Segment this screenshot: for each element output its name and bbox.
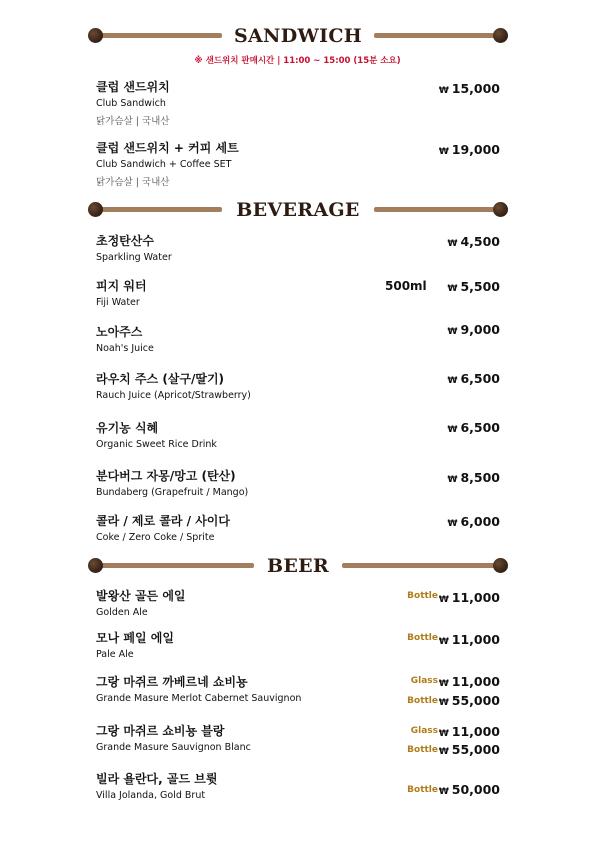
currency-symbol: ₩	[438, 698, 449, 708]
currency-symbol: ₩	[438, 729, 449, 739]
item-name-ko: 발왕산 골든 에일	[96, 589, 186, 603]
currency-symbol: ₩	[438, 86, 449, 96]
item-price: ₩ 55,000	[438, 693, 500, 708]
currency-symbol: ₩	[447, 327, 458, 337]
item-price: ₩ 11,000	[438, 632, 500, 647]
item-origin: 닭가슴살 | 국내산	[96, 116, 170, 127]
menu-item	[96, 514, 506, 544]
item-price: ₩ 5,500	[447, 279, 500, 294]
item-price: ₩ 8,500	[447, 470, 500, 485]
item-name-ko: 모나 페일 에일	[96, 631, 174, 645]
menu-item	[96, 469, 506, 499]
section-divider-sandwich	[88, 24, 508, 48]
item-name-ko: 라우치 주스 (살구/딸기)	[96, 372, 225, 386]
item-name-ko: 분다버그 자몽/망고 (탄산)	[96, 469, 236, 483]
item-name-en: Villa Jolanda, Gold Brut	[96, 790, 206, 801]
currency-symbol: ₩	[447, 239, 458, 249]
menu-item	[96, 141, 506, 189]
item-price: ₩ 9,000	[447, 322, 500, 337]
currency-symbol: ₩	[447, 425, 458, 435]
serving-type-tag: Bottle	[407, 591, 438, 601]
item-name-ko: 그랑 마쥐르 까베르네 쇼비뇽	[96, 675, 248, 689]
item-name-ko: 노아주스	[96, 325, 143, 339]
item-name-en: Noah's Juice	[96, 343, 154, 354]
currency-symbol: ₩	[447, 519, 458, 529]
menu-item	[96, 322, 506, 355]
item-name-ko: 그랑 마쥐르 쇼비뇽 블랑	[96, 724, 225, 738]
currency-symbol: ₩	[438, 595, 449, 605]
menu-item	[96, 234, 506, 264]
menu-item	[96, 674, 506, 708]
item-price: ₩ 19,000	[438, 142, 500, 157]
item-name-en: Organic Sweet Rice Drink	[96, 439, 217, 450]
serving-type-tag: Glass	[410, 726, 438, 736]
item-name-en: Coke / Zero Coke / Sprite	[96, 532, 215, 543]
item-name-en: Grande Masure Sauvignon Blanc	[96, 742, 251, 753]
item-name-ko: 클럽 샌드위치 + 커피 세트	[96, 141, 239, 155]
section-divider-beer	[88, 554, 508, 578]
item-price: ₩ 4,500	[447, 234, 500, 249]
menu-item	[96, 631, 506, 661]
item-name-en: Fiji Water	[96, 297, 140, 308]
item-price: ₩ 11,000	[438, 724, 500, 739]
item-volume: 500ml	[385, 279, 427, 293]
item-name-en: Pale Ale	[96, 649, 134, 660]
sandwich-hours-note: ※ 샌드위치 판매시간 | 11:00 ~ 15:00 (15분 소요)	[194, 56, 401, 66]
item-price: ₩ 55,000	[438, 742, 500, 757]
item-price: ₩ 15,000	[438, 81, 500, 96]
item-price: ₩ 6,500	[447, 371, 500, 386]
serving-type-tag: Glass	[410, 676, 438, 686]
item-price: ₩ 11,000	[438, 674, 500, 689]
menu-item	[96, 421, 506, 451]
item-price: ₩ 11,000	[438, 590, 500, 605]
item-name-ko: 피지 워터	[96, 279, 147, 293]
currency-symbol: ₩	[438, 747, 449, 757]
item-name-en: Club Sandwich + Coffee SET	[96, 159, 232, 170]
item-name-ko: 초정탄산수	[96, 234, 154, 248]
section-divider-beverage	[88, 198, 508, 222]
item-name-en: Sparkling Water	[96, 252, 172, 263]
item-price: ₩ 50,000	[438, 782, 500, 797]
item-name-ko: 클럽 샌드위치	[96, 80, 170, 94]
section-title-beverage: BEVERAGE	[236, 199, 360, 221]
currency-symbol: ₩	[438, 637, 449, 647]
menu-item	[96, 589, 506, 619]
item-name-ko: 빌라 욜란다, 골드 브륏	[96, 772, 218, 786]
currency-symbol: ₩	[447, 475, 458, 485]
item-name-ko: 유기농 식혜	[96, 421, 159, 435]
serving-type-tag: Bottle	[407, 745, 438, 755]
serving-type-tag: Bottle	[407, 785, 438, 795]
item-name-en: Grande Masure Merlot Cabernet Sauvignon	[96, 693, 302, 704]
serving-type-tag: Bottle	[407, 696, 438, 706]
menu-item	[96, 772, 506, 802]
section-title-sandwich: SANDWICH	[233, 25, 362, 47]
menu-item	[96, 724, 506, 757]
item-name-en: Bundaberg (Grapefruit / Mango)	[96, 487, 249, 498]
menu-item	[96, 80, 506, 128]
menu-item	[96, 372, 506, 402]
item-name-en: Club Sandwich	[96, 98, 166, 109]
item-name-en: Golden Ale	[96, 607, 148, 618]
serving-type-tag: Bottle	[407, 633, 438, 643]
item-price: ₩ 6,500	[447, 420, 500, 435]
menu-item	[96, 279, 506, 309]
section-title-beer: BEER	[266, 555, 329, 577]
item-name-en: Rauch Juice (Apricot/Strawberry)	[96, 390, 251, 401]
currency-symbol: ₩	[438, 787, 449, 797]
currency-symbol: ₩	[447, 284, 458, 294]
currency-symbol: ₩	[438, 679, 449, 689]
item-price: ₩ 6,000	[447, 514, 500, 529]
item-origin: 닭가슴살 | 국내산	[96, 177, 170, 188]
currency-symbol: ₩	[438, 147, 449, 157]
item-name-ko: 콜라 / 제로 콜라 / 사이다	[96, 514, 230, 528]
currency-symbol: ₩	[447, 376, 458, 386]
